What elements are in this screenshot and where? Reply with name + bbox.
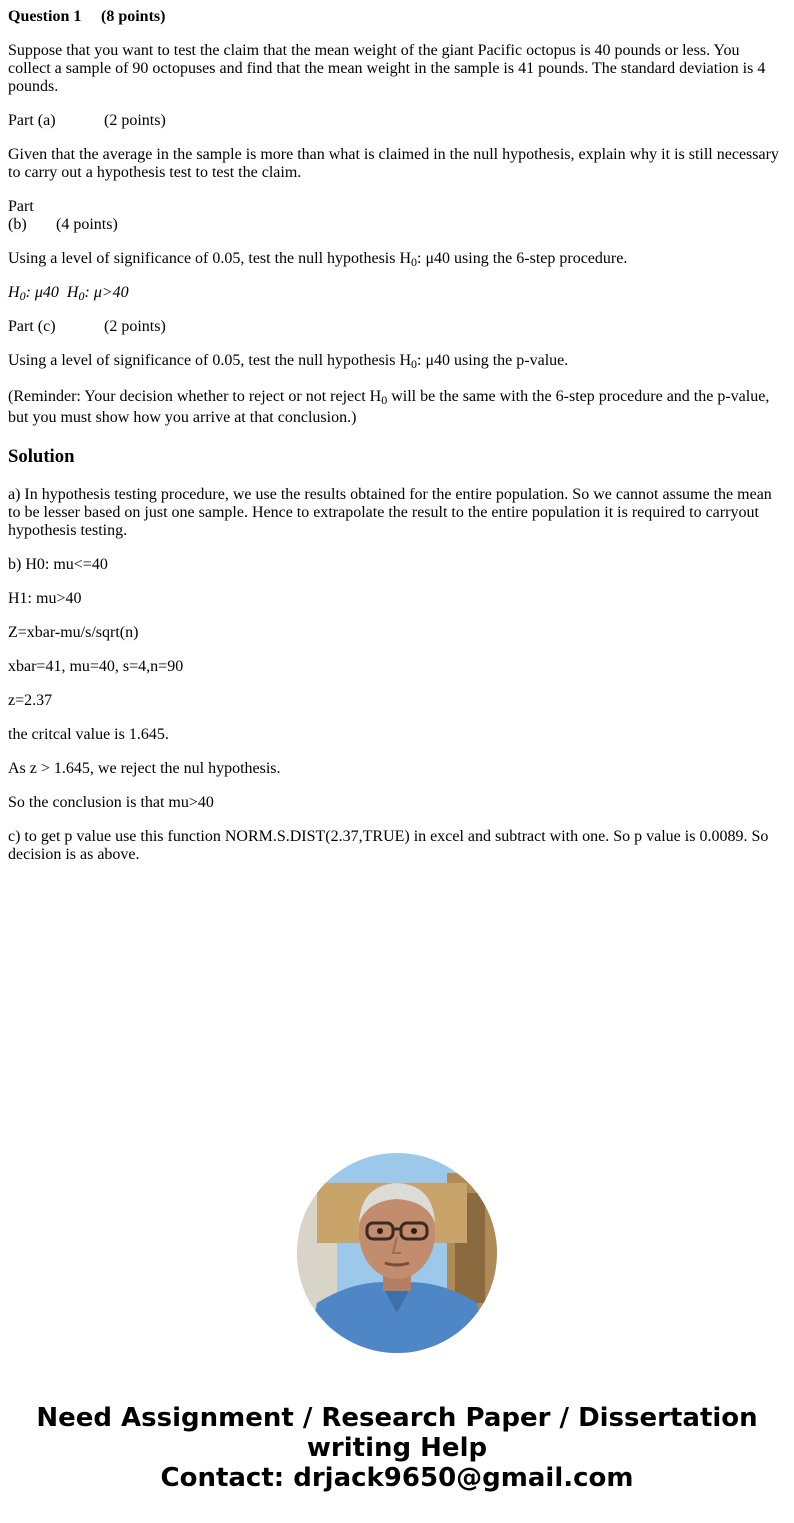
footer-line2: writing Help xyxy=(306,1433,488,1463)
question-points: (8 points) xyxy=(101,8,166,25)
author-photo-svg xyxy=(297,1153,497,1353)
part-a-text: Given that the average in the sample is more than what is claimed in the null hypothesis, explain why it is still necessary to carry out a hypothesis test to test the claim. xyxy=(8,146,779,181)
reminder-subscript: 0 xyxy=(381,393,388,407)
author-photo xyxy=(297,1153,497,1353)
footer-line1: Need Assignment / Research Paper / Dissertation xyxy=(36,1403,758,1433)
part-c-reminder xyxy=(8,386,784,428)
solution-b-line: the critcal value is 1.645. xyxy=(8,726,169,743)
part-b-text xyxy=(8,250,784,268)
reminder-after: will be the same with the 6-step procedure and the p-value, but you must show how you arrive at that conclusion.) xyxy=(8,388,770,426)
hyp2-h: H xyxy=(66,284,79,301)
photo-eye-left xyxy=(377,1228,383,1234)
solution-b-line: z=2.37 xyxy=(8,692,53,709)
part-c-text xyxy=(8,352,784,370)
solution-c: c) to get p value use this function NORM.S.DIST(2.37,TRUE) in excel and subtract with one. So p value is 0.0089. So decision is as above. xyxy=(8,828,769,863)
solution-b-line: H1: mu>40 xyxy=(8,590,82,607)
solution-b-line: As z > 1.645, we reject the nul hypothesis. xyxy=(8,760,281,777)
solution-b-line: Z=xbar-mu/s/sqrt(n) xyxy=(8,624,139,641)
part-b-text-before: Using a level of significance of 0.05, test the null hypothesis H xyxy=(8,250,412,267)
hyp1-h: H xyxy=(8,284,20,301)
document-body xyxy=(8,0,784,880)
part-a-header xyxy=(8,112,784,130)
part-c-subscript: 0 xyxy=(411,357,418,371)
part-a-points: (2 points) xyxy=(104,112,166,129)
question-intro: Suppose that you want to test the claim that the mean weight of the giant Pacific octopus is 40 pounds or less. You collect a sample of 90 octopuses and find that the mean weight in the sample is 41 pounds. The standard deviation is 4 pounds. xyxy=(8,42,766,95)
footer-line3: Contact: drjack9650@gmail.com xyxy=(160,1463,634,1493)
footer-contact xyxy=(0,1403,794,1493)
part-c-header xyxy=(8,318,784,336)
part-b-points: (4 points) xyxy=(56,216,118,233)
part-c-text-after: : μ40 using the p-value. xyxy=(417,352,569,369)
part-b-text-after: : μ40 using the 6-step procedure. xyxy=(417,250,628,267)
part-c-points: (2 points) xyxy=(104,318,166,335)
part-c-text-before: Using a level of significance of 0.05, test the null hypothesis H xyxy=(8,352,412,369)
part-b-label: Part (b) xyxy=(8,198,34,233)
solution-b-line: xbar=41, mu=40, s=4,n=90 xyxy=(8,658,184,675)
solution-heading: Solution xyxy=(8,446,75,467)
hypotheses-line xyxy=(8,284,784,302)
solution-b-line: So the conclusion is that mu>40 xyxy=(8,794,214,811)
part-a-label: Part (a) xyxy=(8,112,56,129)
hyp1-rest: : μ40 xyxy=(25,284,59,301)
solution-b-line: b) H0: mu<=40 xyxy=(8,556,108,573)
question-header xyxy=(8,8,784,26)
part-b-header xyxy=(8,198,784,234)
hyp2-sub: 0 xyxy=(78,289,85,303)
part-b-subscript: 0 xyxy=(411,255,418,269)
solution-a: a) In hypothesis testing procedure, we use the results obtained for the entire population. So we cannot assume the mean to be lesser based on just one sample. Hence to extrapolate the result to the entire population it is required to carryout hypothesis testing. xyxy=(8,486,772,539)
hyp1-sub: 0 xyxy=(19,289,26,303)
hyp2-rest: : μ>40 xyxy=(84,284,129,301)
photo-eye-right xyxy=(411,1228,417,1234)
part-c-label: Part (c) xyxy=(8,318,56,335)
reminder-before: (Reminder: Your decision whether to reject or not reject H xyxy=(8,388,382,405)
question-label: Question 1 xyxy=(8,8,82,25)
